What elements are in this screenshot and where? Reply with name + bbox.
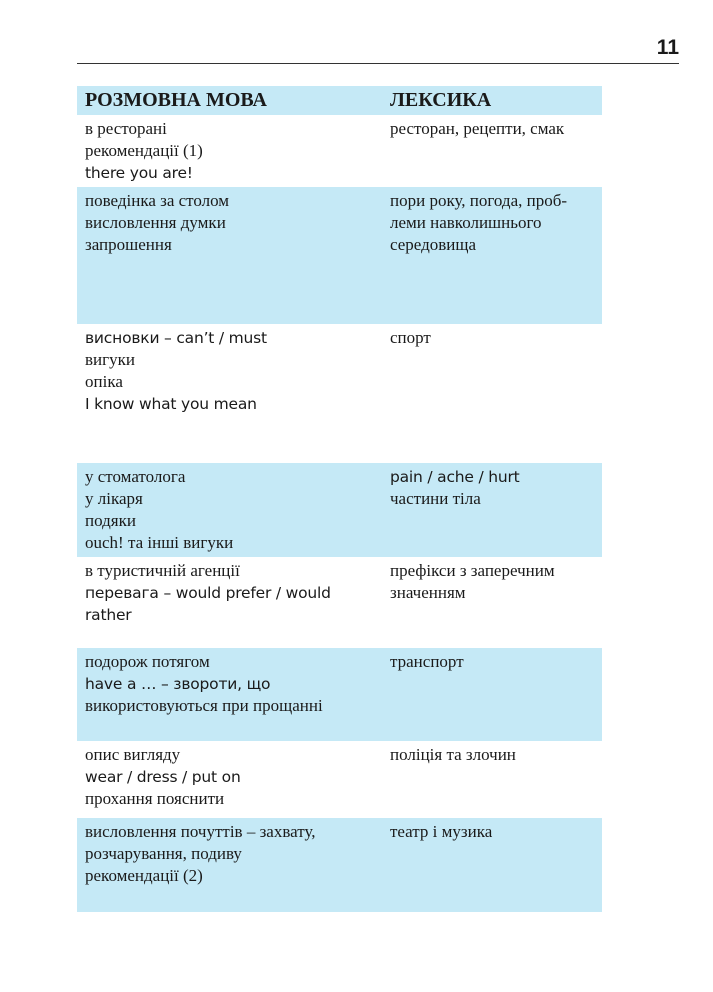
table-row xyxy=(77,557,602,648)
header-rule xyxy=(77,63,679,64)
speaking-cell xyxy=(85,115,385,184)
cell-line: у лікаря xyxy=(85,489,143,508)
cell-line: висловлення почуттів – захвату, xyxy=(85,822,316,841)
cell-line: поведінка за столом xyxy=(85,191,230,210)
cell-line: вигуки xyxy=(85,350,135,369)
cell-line: леми навколишнього xyxy=(390,213,542,232)
cell-line: подорож потягом xyxy=(85,652,210,671)
vocabulary-cell xyxy=(390,115,602,140)
cell-line: розчарування, подиву xyxy=(85,844,242,863)
cell-line: театр і музика xyxy=(390,822,493,841)
vocabulary-cell xyxy=(390,648,602,673)
vocabulary-cell xyxy=(390,818,602,843)
syllabus-table xyxy=(77,86,602,912)
cell-line: висловлення думки xyxy=(85,213,226,232)
cell-line: запрошення xyxy=(85,235,172,254)
cell-line: have a … – звороти, що xyxy=(85,675,271,693)
vocabulary-cell xyxy=(390,557,602,604)
cell-line: в ресторані xyxy=(85,119,167,138)
speaking-cell xyxy=(85,557,385,626)
vocabulary-cell xyxy=(390,324,602,349)
cell-line: прохання пояснити xyxy=(85,789,225,808)
vocabulary-cell xyxy=(390,463,602,510)
table-header-row xyxy=(77,86,602,115)
vocabulary-cell xyxy=(390,741,602,766)
table-row xyxy=(77,324,602,463)
table-row xyxy=(77,648,602,741)
table-row xyxy=(77,463,602,557)
cell-line: поліція та злочин xyxy=(390,745,516,764)
cell-line: rather xyxy=(85,606,132,624)
table-row xyxy=(77,818,602,912)
cell-line: опіка xyxy=(85,372,123,391)
page-number: 11 xyxy=(656,36,679,59)
vocabulary-cell xyxy=(390,187,602,256)
cell-line: ресторан, рецепти, смак xyxy=(390,119,565,138)
column-header-vocabulary: ЛЕКСИКА xyxy=(390,89,492,111)
cell-line: висновки – can’t / must xyxy=(85,329,267,347)
cell-line: there you are! xyxy=(85,164,193,182)
cell-line: перевага – would prefer / would xyxy=(85,584,331,602)
table-row xyxy=(77,115,602,187)
speaking-cell xyxy=(85,463,385,554)
table-row xyxy=(77,187,602,324)
cell-line: префікси з заперечним xyxy=(390,561,555,580)
cell-line: рекомендації (2) xyxy=(85,866,203,885)
table-body xyxy=(77,115,602,912)
speaking-cell xyxy=(85,818,385,887)
cell-line: транспорт xyxy=(390,652,464,671)
cell-line: wear / dress / put on xyxy=(85,768,241,786)
cell-line: значенням xyxy=(390,583,466,602)
cell-line: у стоматолога xyxy=(85,467,186,486)
cell-line: pain / ache / hurt xyxy=(390,468,520,486)
speaking-cell xyxy=(85,648,385,717)
cell-line: подяки xyxy=(85,511,136,530)
table-row xyxy=(77,741,602,818)
cell-line: ouch! та інші вигуки xyxy=(85,533,234,552)
cell-line: I know what you mean xyxy=(85,395,257,413)
cell-line: використовуються при прощанні xyxy=(85,696,323,715)
cell-line: рекомендації (1) xyxy=(85,141,203,160)
speaking-cell xyxy=(85,741,385,810)
cell-line: в туристичній агенції xyxy=(85,561,240,580)
cell-line: спорт xyxy=(390,328,431,347)
cell-line: середовища xyxy=(390,235,477,254)
column-header-speaking: РОЗМОВНА МОВА xyxy=(85,89,267,111)
cell-line: пори року, погода, проб- xyxy=(390,191,568,210)
speaking-cell xyxy=(85,324,385,415)
cell-line: опис вигляду xyxy=(85,745,181,764)
cell-line: частини тіла xyxy=(390,489,481,508)
speaking-cell xyxy=(85,187,385,256)
